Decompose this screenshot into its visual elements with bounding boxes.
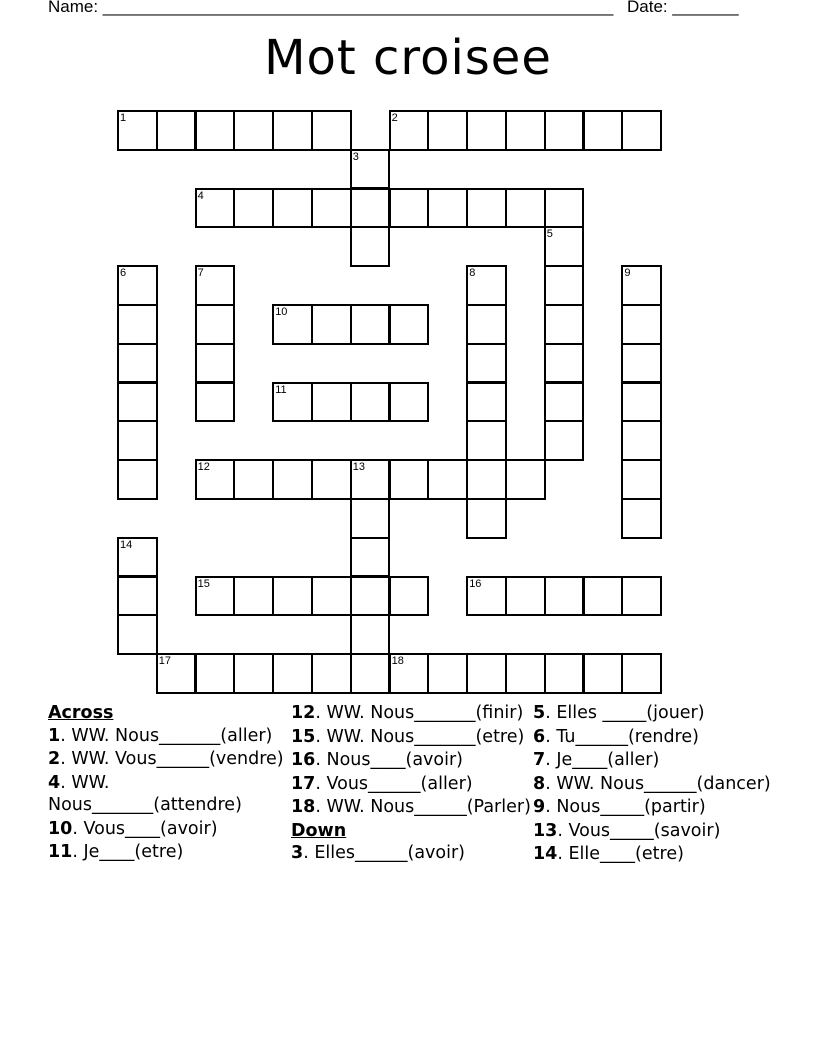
grid-cell[interactable] (195, 304, 236, 345)
clue-item-text: WW. Nous______(dancer) (550, 773, 771, 794)
grid-cell[interactable] (233, 188, 274, 229)
grid-cell[interactable] (466, 459, 507, 500)
clue-number: 7 (197, 267, 204, 280)
grid-cell[interactable] (350, 149, 391, 190)
grid-cell[interactable] (350, 537, 391, 578)
clue-column-2 (291, 702, 531, 866)
clue-number: 16 (469, 577, 482, 590)
clue-item: 8. WW. Nous______(dancer) (533, 773, 771, 794)
clue-item-text: WW. Nous_______(etre) (320, 726, 525, 747)
clue-item: 18. WW. Nous______(Parler) (291, 797, 531, 817)
grid-cell[interactable] (117, 537, 158, 578)
grid-cell[interactable] (621, 498, 662, 539)
grid-cell[interactable] (195, 576, 236, 617)
grid-cell[interactable] (389, 188, 430, 229)
grid-cell[interactable] (195, 459, 236, 500)
clue-number: 15 (197, 577, 210, 590)
grid-cell[interactable] (272, 188, 313, 229)
grid-cell[interactable] (272, 653, 313, 694)
clue-item-number: 2 (48, 749, 61, 769)
grid-cell[interactable] (505, 188, 546, 229)
grid-cell[interactable] (621, 265, 662, 306)
grid-cell[interactable] (350, 226, 391, 267)
grid-cell[interactable] (272, 110, 313, 151)
grid-cell[interactable] (505, 576, 546, 617)
clue-item-text: Elles _____(jouer) (550, 703, 705, 723)
grid-cell[interactable] (311, 304, 352, 345)
clue-item: 6. Tu______(rendre) (533, 726, 699, 747)
clue-number: 12 (197, 461, 210, 474)
grid-cell[interactable] (195, 188, 236, 229)
grid-cell[interactable] (621, 420, 662, 461)
clue-item-text: Vous_____(savoir) (562, 820, 721, 841)
grid-cell[interactable] (117, 110, 158, 151)
name-field-line: Name: ______________________________________________________ (48, 0, 614, 16)
clue-number: 10 (275, 306, 288, 318)
clue-number: 14 (120, 538, 133, 551)
grid-cell[interactable] (311, 188, 352, 229)
clue-item-text: Nous_____(partir) (550, 797, 706, 817)
clue-item: 10. Vous____(avoir) (48, 818, 218, 839)
clue-column-3 (533, 702, 773, 867)
grid-cell[interactable] (621, 459, 662, 500)
clue-number: 9 (624, 267, 631, 280)
grid-cell[interactable] (621, 576, 662, 617)
grid-cell[interactable] (117, 459, 158, 500)
grid-cell[interactable] (544, 576, 585, 617)
clue-item: 7. Je____(aller) (533, 750, 660, 770)
grid-cell[interactable] (621, 304, 662, 345)
grid-cell[interactable] (389, 459, 430, 500)
clue-item: 14. Elle____(etre) (533, 844, 684, 864)
grid-cell[interactable] (272, 576, 313, 617)
clue-number: 11 (275, 383, 287, 396)
grid-cell[interactable] (466, 188, 507, 229)
grid-cell[interactable] (466, 576, 507, 617)
grid-cell[interactable] (233, 576, 274, 617)
grid-cell[interactable] (466, 420, 507, 461)
clue-number: 8 (469, 267, 476, 280)
clue-item: 2. WW. Vous______(vendre) (48, 749, 284, 769)
clue-item-text: WW. Nous_______(aller) (65, 725, 273, 746)
grid-cell[interactable] (195, 265, 236, 306)
date-field-line: Date: _______ (627, 0, 739, 16)
clue-item-text: WW. Nous______(Parler) (320, 797, 531, 817)
grid-cell[interactable] (544, 265, 585, 306)
grid-cell[interactable] (466, 382, 507, 423)
grid-cell[interactable] (427, 653, 468, 694)
clue-number: 4 (197, 189, 204, 202)
clue-item-number: 10 (48, 818, 73, 839)
grid-cell[interactable] (544, 653, 585, 694)
clue-item-number: 17 (291, 773, 316, 794)
grid-cell[interactable] (544, 110, 585, 151)
clue-item: 12. WW. Nous_______(finir) (291, 703, 524, 723)
grid-cell[interactable] (505, 459, 546, 500)
clue-item: 13. Vous_____(savoir) (533, 820, 721, 841)
grid-cell[interactable] (350, 459, 391, 500)
clue-number: 6 (120, 267, 127, 280)
clue-item-number: 13 (533, 820, 558, 841)
grid-cell[interactable] (544, 188, 585, 229)
clue-number: 18 (391, 655, 404, 668)
clue-item-text: WW. Nous_______(attendre) (48, 772, 242, 815)
grid-cell[interactable] (466, 304, 507, 345)
grid-cell[interactable] (311, 653, 352, 694)
grid-cell[interactable] (117, 614, 158, 655)
grid-cell[interactable] (505, 110, 546, 151)
grid-cell[interactable] (350, 382, 391, 423)
grid-cell[interactable] (389, 304, 430, 345)
clue-item-number: 6 (533, 726, 546, 747)
grid-cell[interactable] (583, 653, 624, 694)
grid-cell[interactable] (233, 653, 274, 694)
grid-cell[interactable] (233, 110, 274, 151)
grid-cell[interactable] (621, 110, 662, 151)
clue-item-text: Nous____(avoir) (320, 750, 464, 770)
grid-cell[interactable] (389, 653, 430, 694)
grid-cell[interactable] (389, 110, 430, 151)
clue-item: 17. Vous______(aller) (291, 773, 473, 794)
clue-item-number: 8 (533, 773, 546, 794)
grid-cell[interactable] (195, 343, 236, 384)
clue-number: 2 (391, 112, 398, 124)
grid-cell[interactable] (389, 382, 430, 423)
grid-cell[interactable] (350, 576, 391, 617)
clue-item-text: Elles______(avoir) (308, 843, 465, 863)
grid-cell[interactable] (195, 382, 236, 423)
clue-item-number: 15 (291, 726, 316, 747)
grid-cell[interactable] (272, 459, 313, 500)
grid-cell[interactable] (195, 110, 236, 151)
grid-cell[interactable] (117, 420, 158, 461)
grid-cell[interactable] (466, 653, 507, 694)
clue-item-text: Elle____(etre) (562, 844, 684, 864)
clue-item-text: Vous______(aller) (320, 773, 473, 794)
clue-item-text: Tu______(rendre) (550, 726, 699, 747)
clue-item-number: 3 (291, 843, 304, 863)
grid-cell[interactable] (272, 304, 313, 345)
grid-cell[interactable] (466, 343, 507, 384)
grid-cell[interactable] (233, 459, 274, 500)
grid-cell[interactable] (117, 343, 158, 384)
grid-cell[interactable] (621, 343, 662, 384)
clue-item: 15. WW. Nous_______(etre) (291, 726, 525, 747)
grid-cell[interactable] (117, 304, 158, 345)
grid-cell[interactable] (350, 304, 391, 345)
grid-cell[interactable] (272, 382, 313, 423)
clue-item-number: 16 (291, 750, 316, 770)
grid-cell[interactable] (621, 382, 662, 423)
clue-number: 1 (120, 112, 127, 124)
clue-number: 17 (158, 655, 172, 668)
clue-item: 3. Elles______(avoir) (291, 843, 465, 863)
clue-item: 4. WW. Nous_______(attendre) (48, 772, 242, 815)
grid-cell[interactable] (466, 265, 507, 306)
grid-cell[interactable] (195, 653, 236, 694)
grid-cell[interactable] (544, 343, 585, 384)
grid-cell[interactable] (544, 304, 585, 345)
grid-cell[interactable] (350, 498, 391, 539)
grid-cell[interactable] (311, 459, 352, 500)
clue-item-number: 5 (533, 703, 546, 723)
page-title: Mot croisee (264, 30, 552, 86)
grid-cell[interactable] (350, 614, 391, 655)
clue-item: 16. Nous____(avoir) (291, 750, 464, 770)
grid-cell[interactable] (544, 382, 585, 423)
grid-cell[interactable] (505, 653, 546, 694)
grid-cell[interactable] (350, 653, 391, 694)
clue-item-text: Vous____(avoir) (77, 818, 218, 839)
clue-item-number: 12 (291, 703, 316, 723)
grid-cell[interactable] (117, 382, 158, 423)
grid-cell[interactable] (311, 382, 352, 423)
clue-number: 3 (352, 150, 359, 163)
down-heading: Down (291, 820, 347, 841)
clue-number: 5 (546, 228, 553, 241)
grid-cell[interactable] (583, 110, 624, 151)
grid-cell[interactable] (117, 576, 158, 617)
grid-cell[interactable] (544, 226, 585, 267)
clue-item-number: 7 (533, 750, 546, 770)
grid-cell[interactable] (466, 110, 507, 151)
grid-cell[interactable] (621, 653, 662, 694)
clue-item-text: Je____(aller) (550, 750, 660, 770)
clue-item-number: 9 (533, 797, 546, 817)
grid-cell[interactable] (544, 420, 585, 461)
grid-cell[interactable] (156, 653, 197, 694)
clue-number: 13 (352, 461, 366, 474)
grid-cell[interactable] (427, 188, 468, 229)
clue-item: 5. Elles _____(jouer) (533, 703, 705, 723)
clue-item-text: WW. Vous______(vendre) (65, 749, 284, 769)
grid-cell[interactable] (466, 498, 507, 539)
clue-item: 11. Je____(etre) (48, 842, 184, 862)
clue-item: 1. WW. Nous_______(aller) (48, 725, 273, 746)
grid-cell[interactable] (156, 110, 197, 151)
clue-item-number: 14 (533, 844, 558, 864)
across-heading: Across (48, 703, 114, 723)
grid-cell[interactable] (427, 110, 468, 151)
grid-cell[interactable] (117, 265, 158, 306)
grid-cell[interactable] (427, 459, 468, 500)
clue-item-number: 11 (48, 842, 73, 862)
grid-cell[interactable] (350, 188, 391, 229)
clue-item-number: 18 (291, 797, 316, 817)
clue-column-1 (48, 702, 288, 865)
clue-item-text: Je____(etre) (77, 842, 184, 862)
clue-item-number: 1 (48, 725, 61, 746)
clue-item-text: WW. Nous_______(finir) (320, 703, 524, 723)
grid-cell[interactable] (389, 576, 430, 617)
clue-item: 9. Nous_____(partir) (533, 797, 706, 817)
clue-item-number: 4 (48, 772, 61, 793)
grid-cell[interactable] (583, 576, 624, 617)
grid-cell[interactable] (311, 576, 352, 617)
grid-cell[interactable] (311, 110, 352, 151)
